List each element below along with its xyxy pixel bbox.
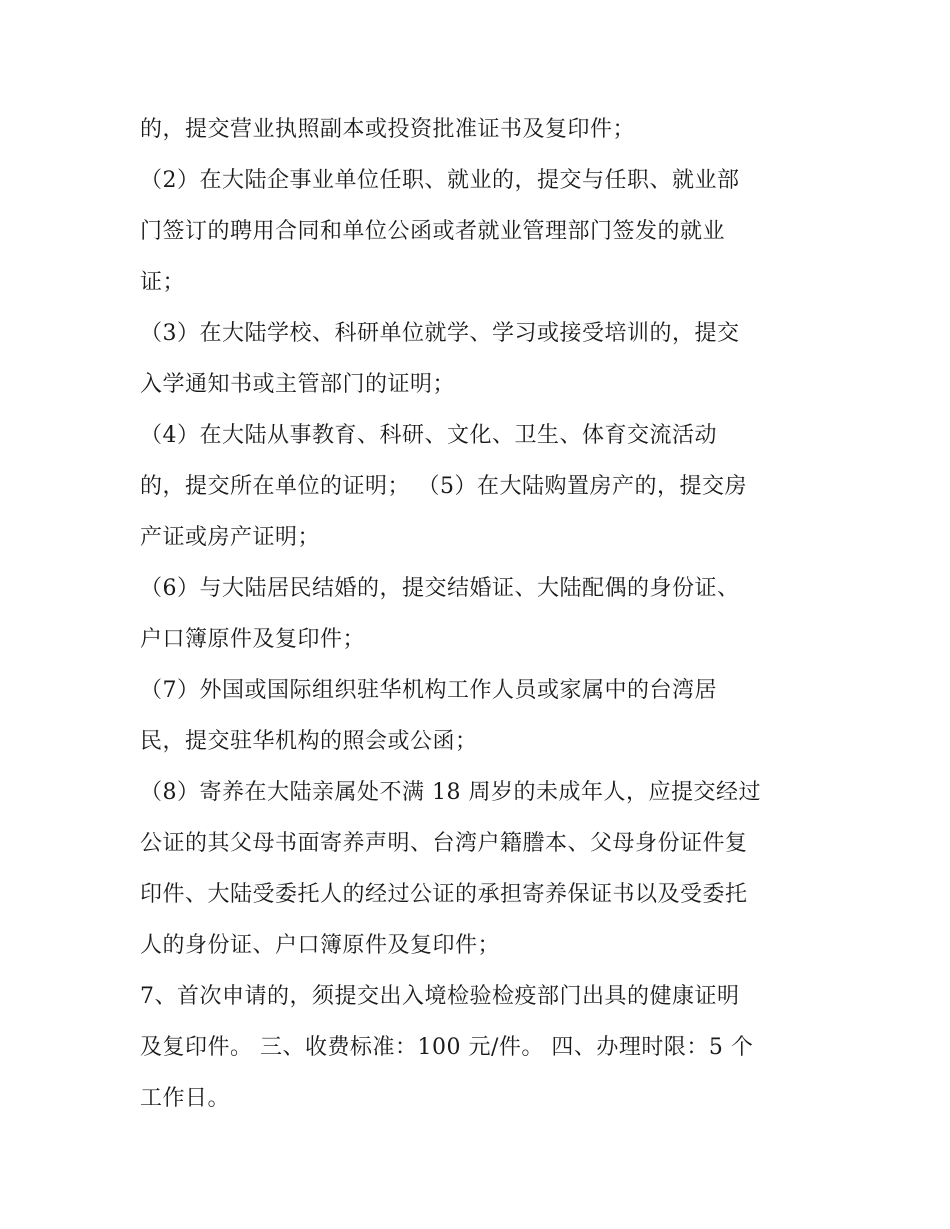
text-line: 公证的其父母书面寄养声明、台湾户籍謄本、父母身份证件复 (140, 831, 748, 856)
text-line: （2）在大陆企事业单位任职、就业的，提交与任职、就业部 (140, 168, 740, 193)
text-line: （4）在大陆从事教育、科研、文化、卫生、体育交流活动 (140, 423, 717, 448)
text-line: 门签订的聘用合同和单位公函或者就业管理部门签发的就业 (140, 219, 726, 244)
text-line: 人的身份证、户口簿原件及复印件； (140, 933, 501, 958)
text-line: 产证或房产证明； (140, 525, 321, 550)
text-line: 7、首次申请的，须提交出入境检验检疫部门出具的健康证明 (140, 984, 740, 1009)
document-body (140, 108, 840, 1128)
text-line: 及复印件。 三、收费标准：100 元/件。 四、办理时限：5 个 (140, 1035, 754, 1060)
text-line: （3）在大陆学校、科研单位就学、学习或接受培训的，提交 (140, 321, 740, 346)
text-line: 入学通知书或主管部门的证明； (140, 372, 456, 397)
text-line: 民，提交驻华机构的照会或公函； (140, 729, 478, 754)
text-line: （8）寄养在大陆亲属处不满 18 周岁的未成年人，应提交经过 (140, 780, 761, 805)
text-line: （7）外国或国际组织驻华机构工作人员或家属中的台湾居 (140, 678, 717, 703)
text-line: 的，提交营业执照副本或投资批准证书及复印件； (140, 117, 636, 142)
text-line: 证； (140, 270, 186, 295)
text-line: （6）与大陆居民结婚的，提交结婚证、大陆配偶的身份证、 (140, 576, 740, 601)
text-line: 印件、大陆受委托人的经过公证的承担寄养保证书以及受委托 (140, 882, 748, 907)
text-line: 户口簿原件及复印件； (140, 627, 366, 652)
text-line: 工作日。 (140, 1086, 231, 1111)
text-line: 的，提交所在单位的证明； （5）在大陆购置房产的，提交房 (140, 474, 747, 499)
